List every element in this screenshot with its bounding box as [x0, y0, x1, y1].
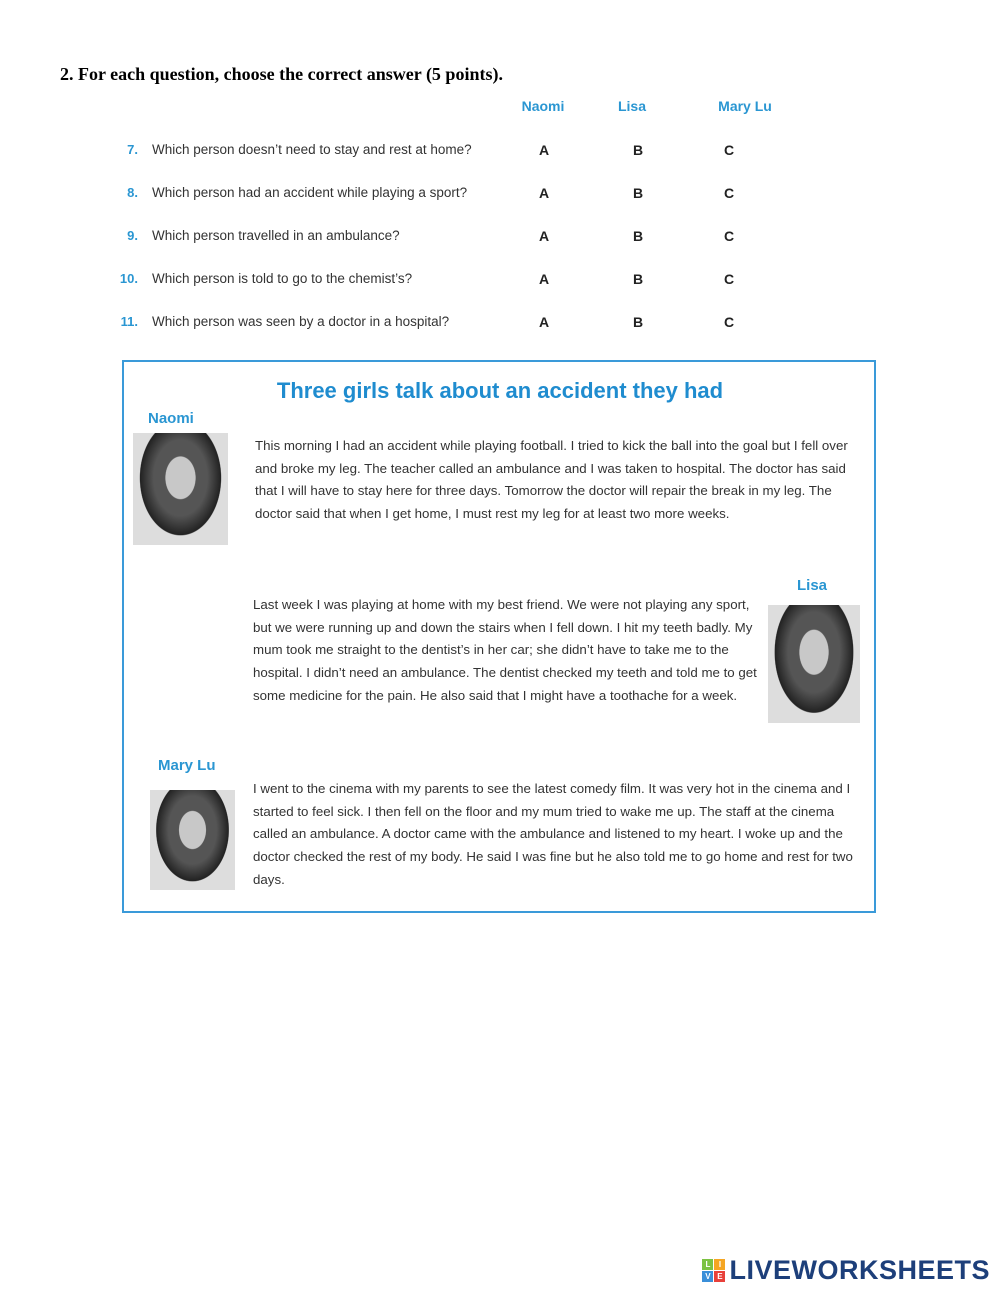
- naomi-text: This morning I had an accident while playing football. I tried to kick the ball into the goal but I fell over and broke my leg. The teacher called an ambulance and I was taken to hospital. The doctor has said that I will have to stay here for three days. Tomorrow the doctor will repair the break in my leg. The doctor said that when I get home, I must rest my leg for at least two more weeks.: [255, 438, 848, 522]
- naomi-label: Naomi: [148, 410, 194, 427]
- question-text: Which person is told to go to the chemist’s?: [152, 271, 413, 286]
- answer-option-a[interactable]: A: [538, 314, 550, 330]
- logo-cube: V: [702, 1271, 713, 1282]
- logo-cube: L: [702, 1259, 713, 1270]
- answer-option-c[interactable]: C: [723, 228, 735, 244]
- lisa-text: Last week I was playing at home with my best friend. We were not playing any sport, but we were running up and down the stairs when I fell down. I hit my teeth badly. My mum took me straight to the dentist’s in her car; she didn’t have to take me to the hospital. I didn’t need an ambulance. The dentist checked my teeth and told me to get some medicine for the pain. He also said that I might have a toothache for a week.: [253, 597, 757, 703]
- question-number: 9.: [127, 228, 138, 243]
- column-header-mary-lu: Mary Lu: [718, 98, 772, 114]
- mary-lu-label: Mary Lu: [158, 757, 216, 774]
- question-number: 8.: [127, 185, 138, 200]
- reading-title: Three girls talk about an accident they had: [276, 378, 724, 403]
- answer-option-c[interactable]: C: [723, 142, 735, 158]
- lisa-label: Lisa: [797, 577, 828, 594]
- answer-option-b[interactable]: B: [632, 142, 644, 158]
- logo-cube: E: [714, 1271, 725, 1282]
- exercise-heading: 2. For each question, choose the correct answer (5 points).: [60, 64, 503, 84]
- answer-option-a[interactable]: A: [538, 228, 550, 244]
- logo-cube: I: [714, 1259, 725, 1270]
- mary-lu-photo: [150, 790, 235, 890]
- question-text: Which person doesn’t need to stay and rest at home?: [152, 142, 472, 157]
- answer-option-a[interactable]: A: [538, 271, 550, 287]
- question-text: Which person was seen by a doctor in a hospital?: [152, 314, 450, 329]
- mary-lu-text: I went to the cinema with my parents to see the latest comedy film. It was very hot in the cinema and I started to feel sick. I then fell on the floor and my mum tried to wake me up. The staff at the cinema called an ambulance. A doctor came with the ambulance and listened to my heart. I woke up and the doctor checked the rest of my body. He said I was fine but he also told me to go home and rest for two days.: [253, 781, 853, 887]
- logo-text: LIVEWORKSHEETS: [729, 1255, 990, 1285]
- answer-option-b[interactable]: B: [632, 314, 644, 330]
- question-text: Which person had an accident while playing a sport?: [152, 185, 468, 200]
- column-header-naomi: Naomi: [521, 98, 565, 114]
- answer-option-b[interactable]: B: [632, 271, 644, 287]
- answer-option-c[interactable]: C: [723, 271, 735, 287]
- question-number: 10.: [119, 271, 138, 286]
- logo-cubes-icon: [702, 1259, 725, 1282]
- column-header-lisa: Lisa: [617, 98, 647, 114]
- answer-option-c[interactable]: C: [723, 185, 735, 201]
- answer-option-b[interactable]: B: [632, 228, 644, 244]
- question-text: Which person travelled in an ambulance?: [152, 228, 400, 243]
- liveworksheets-logo: [702, 1255, 990, 1286]
- question-number: 7.: [127, 142, 138, 157]
- answer-option-b[interactable]: B: [632, 185, 644, 201]
- answer-option-a[interactable]: A: [538, 185, 550, 201]
- naomi-photo: [133, 433, 228, 545]
- lisa-photo: [768, 605, 860, 723]
- answer-option-c[interactable]: C: [723, 314, 735, 330]
- answer-option-a[interactable]: A: [538, 142, 550, 158]
- question-number: 11.: [120, 314, 138, 329]
